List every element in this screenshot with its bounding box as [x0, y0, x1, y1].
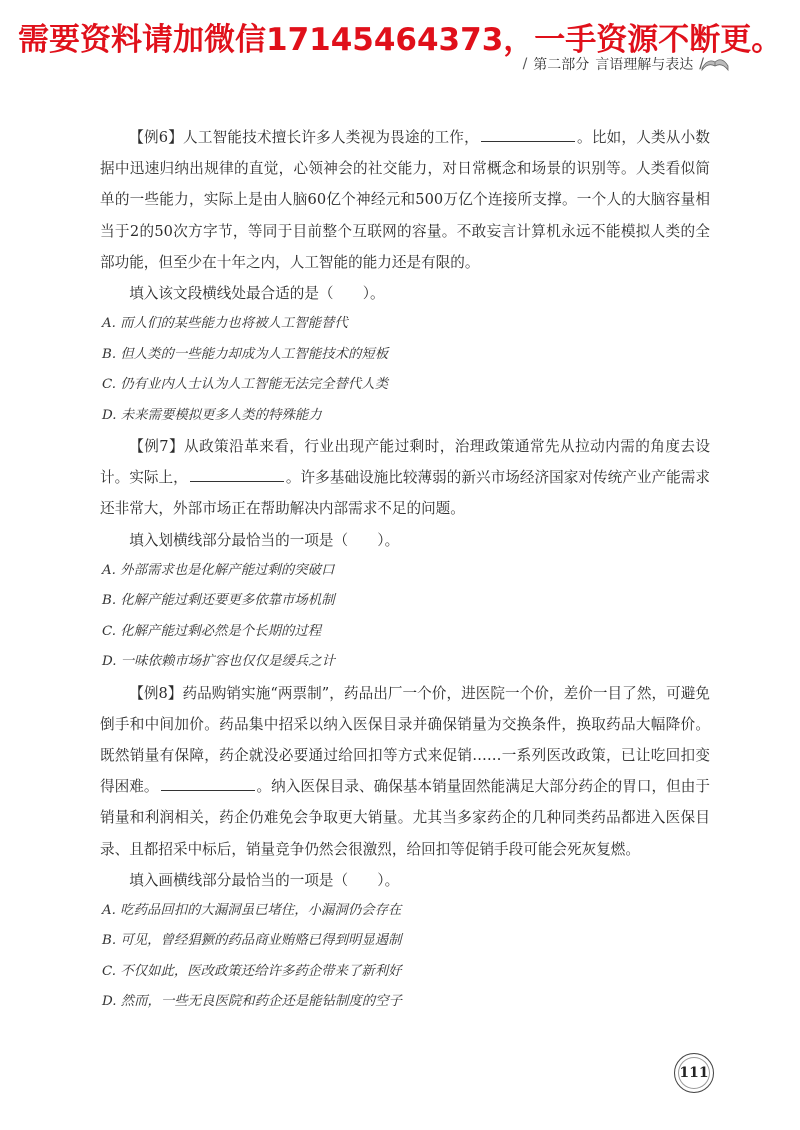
- example-passage: [100, 122, 710, 278]
- question-prompt: 填入该文段横线处最合适的是（ ）。: [129, 285, 385, 303]
- divider-slash: /: [522, 56, 528, 72]
- option-d: D. 然而，一些无良医院和药企还是能钻制度的空子: [102, 994, 402, 1010]
- option-b: B. 但人类的一些能力却成为人工智能技术的短板: [102, 346, 389, 362]
- option-a: A. 吃药品回扣的大漏洞虽已堵住，小漏洞仍会存在: [102, 902, 402, 918]
- divider-slash: /: [699, 56, 704, 72]
- example-tag: 【例6】: [129, 129, 184, 146]
- answer-blank: [190, 467, 284, 482]
- example-8: [100, 678, 710, 1018]
- question-prompt: 填入画横线部分最恰当的一项是（ ）。: [129, 871, 400, 889]
- example-6: [100, 122, 710, 431]
- option-d: D. 一味依赖市场扩容也仅仅是缓兵之计: [102, 654, 336, 670]
- section-label: 第二部分: [533, 57, 590, 73]
- answer-blank: [481, 127, 575, 142]
- option-d: D. 未来需要模拟更多人类的特殊能力: [102, 407, 322, 423]
- watermark-banner: 需要资料请加微信17145464373，一手资源不断更。: [18, 22, 783, 58]
- running-head: [523, 54, 704, 74]
- option-c: C. 不仅如此，医改政策还给许多药企带来了新利好: [102, 963, 402, 979]
- page-number: 111: [674, 1053, 714, 1093]
- passage-text: 从政策沿革来看，行业出现产能过剩时，治理政策通常先从拉动内需的角度去设计。实际上，: [100, 438, 710, 487]
- option-b: B. 化解产能过剩还要更多依靠市场机制: [102, 593, 335, 609]
- example-passage: [100, 431, 710, 525]
- passage-text: 药品购销实施“两票制”，药品出厂一个价，进医院一个价，差价一目了然，可避免倒手和中间加价。药品集中招采以纳入医保目录并确保销量为交换条件，换取药品大幅降价。既然销量有保障，药企就没必要通过给回扣等方式来促销……一系列医改政策，已让吃回扣变得困难。: [100, 684, 710, 796]
- option-c: C. 化解产能过剩必然是个长期的过程: [102, 623, 322, 639]
- passage-text: 。纳入医保目录、确保基本销量固然能满足大部分药企的胃口，但由于销量和利润相关，药企仍难免会争取更大销量。尤其当多家药企的几种同类药品都进入医保目录、且都招采中标后，销量竞争仍然会很激烈，给回扣等促销手段可能会死灰复燃。: [100, 778, 710, 858]
- example-tag: 【例7】: [129, 438, 185, 456]
- option-a: A. 而人们的某些能力也将被人工智能替代: [102, 316, 348, 332]
- option-c: C. 仍有业内人士认为人工智能无法完全替代人类: [102, 377, 389, 393]
- book-decoration-icon: [700, 50, 730, 72]
- passage-text: 人工智能技术擅长许多人类视为畏途的工作，: [183, 129, 479, 146]
- passage-text: 。比如，人类从小数据中迅速归纳出规律的直觉，心领神会的社交能力，对日常概念和场景的识别等。人类看似简单的一些能力，实际上是由人脑60亿个神经元和500万亿个连接所支撑。一个人的大脑容量相当于2的50次方字节，等同于目前整个互联网的容量。不敢妄言计算机永远不能模拟人类的全部功能，但至少在十年之内，人工智能的能力还是有限的。: [100, 129, 710, 271]
- example-tag: 【例8】: [129, 684, 183, 702]
- option-a: A. 外部需求也是化解产能过剩的突破口: [102, 562, 335, 578]
- question-prompt: 填入划横线部分最恰当的一项是（ ）。: [129, 531, 400, 549]
- document-body: [100, 122, 710, 1018]
- passage-text: 。许多基础设施比较薄弱的新兴市场经济国家对传统产业产能需求还非常大，外部市场正在帮助解决内部需求不足的问题。: [100, 469, 710, 518]
- section-title: 言语理解与表达: [595, 57, 694, 73]
- example-passage: [100, 678, 710, 865]
- example-7: [100, 431, 710, 678]
- answer-blank: [161, 776, 255, 791]
- option-b: B. 可见，曾经猖獗的药品商业贿赂已得到明显遏制: [102, 933, 402, 949]
